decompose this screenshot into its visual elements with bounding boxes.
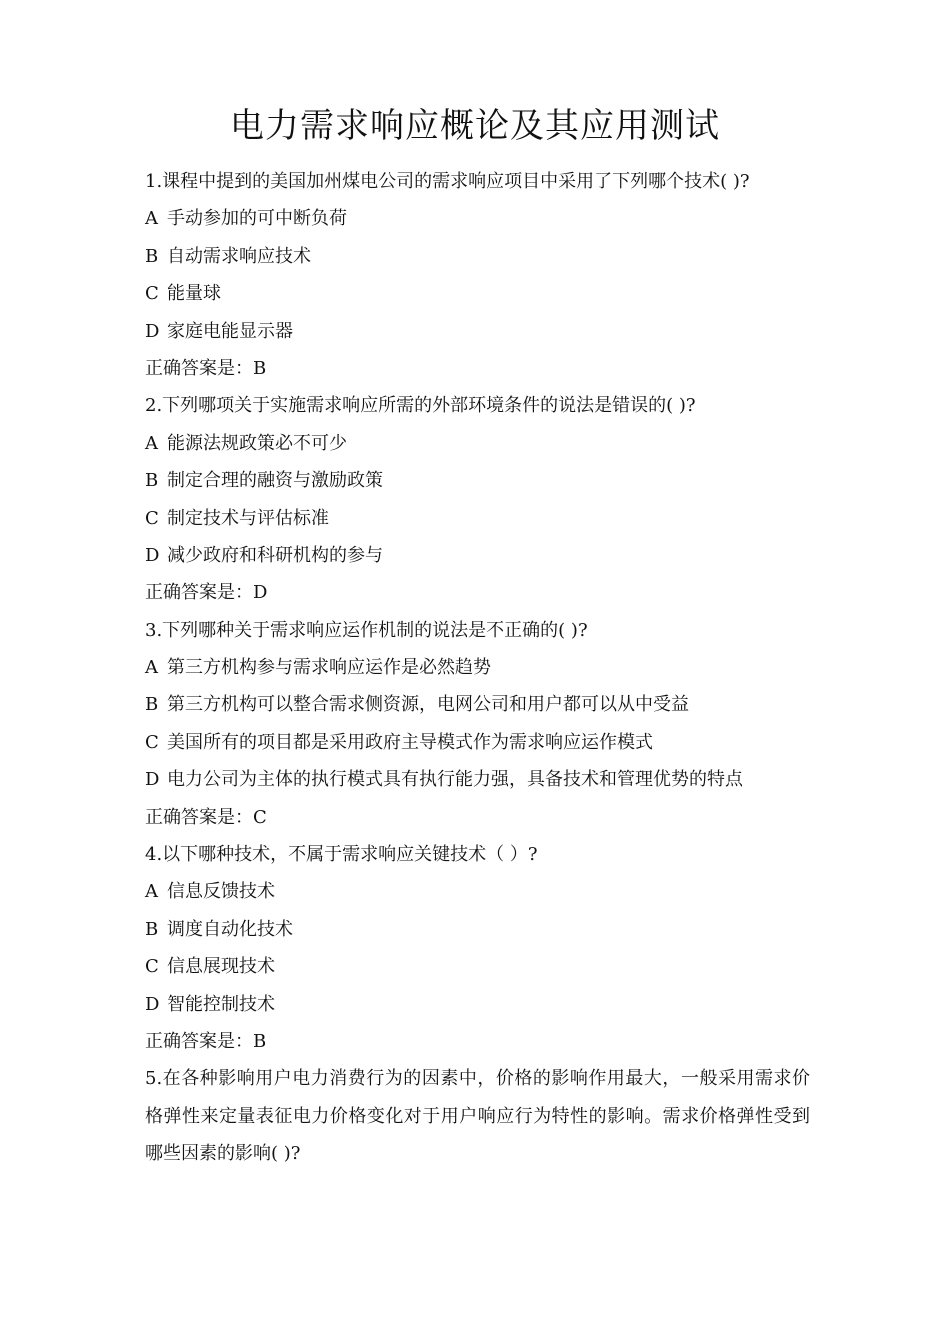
option-text: 减少政府和科研机构的参与 <box>167 544 383 566</box>
option-c <box>145 500 810 537</box>
option-text: 制定技术与评估标准 <box>167 507 329 529</box>
option-a <box>145 425 810 462</box>
option-letter: B <box>145 245 159 267</box>
option-letter: C <box>145 731 159 753</box>
question-3 <box>145 612 810 836</box>
option-letter: D <box>145 544 160 566</box>
option-text: 家庭电能显示器 <box>167 320 293 342</box>
question-list <box>145 163 810 1173</box>
option-letter: A <box>145 208 158 230</box>
option-text: 能量球 <box>167 283 221 305</box>
option-d <box>145 986 810 1023</box>
option-b <box>145 686 810 723</box>
option-text: 第三方机构可以整合需求侧资源，电网公司和用户都可以从中受益 <box>167 694 689 716</box>
option-letter: B <box>145 918 159 940</box>
option-letter: C <box>145 956 159 978</box>
question-stem: 5.在各种影响用户电力消费行为的因素中，价格的影响作用最大，一般采用需求价格弹性来定量表征电力价格变化对于用户响应行为特性的影响。需求价格弹性受到哪些因素的影响( )? <box>145 1068 810 1165</box>
option-letter: B <box>145 694 159 716</box>
option-text: 第三方机构参与需求响应运作是必然趋势 <box>167 657 491 679</box>
option-text: 智能控制技术 <box>167 993 275 1015</box>
option-letter: D <box>145 993 160 1015</box>
correct-answer: 正确答案是：B <box>145 1031 267 1052</box>
option-text: 能源法规政策必不可少 <box>167 432 347 454</box>
option-letter: C <box>145 283 159 305</box>
correct-answer: 正确答案是：B <box>145 357 267 379</box>
option-text: 自动需求响应技术 <box>167 245 311 267</box>
question-stem: 1.课程中提到的美国加州煤电公司的需求响应项目中采用了下列哪个技术( )? <box>145 171 750 192</box>
option-c <box>145 948 810 985</box>
option-letter: D <box>145 769 160 791</box>
option-text: 美国所有的项目都是采用政府主导模式作为需求响应运作模式 <box>167 731 653 753</box>
option-d <box>145 537 810 574</box>
question-stem: 2.下列哪项关于实施需求响应所需的外部环境条件的说法是错误的( )? <box>145 395 696 417</box>
question-4 <box>145 836 810 1060</box>
question-2 <box>145 387 810 611</box>
option-b <box>145 911 810 948</box>
correct-answer: 正确答案是：D <box>145 582 268 604</box>
option-text: 信息展现技术 <box>167 956 275 978</box>
option-text: 手动参加的可中断负荷 <box>167 208 347 230</box>
option-text: 电力公司为主体的执行模式具有执行能力强，具备技术和管理优势的特点 <box>167 769 743 791</box>
option-a <box>145 200 810 237</box>
option-a <box>145 873 810 910</box>
option-c <box>145 275 810 312</box>
option-text: 信息反馈技术 <box>167 881 275 903</box>
question-1 <box>145 163 810 387</box>
option-a <box>145 649 810 686</box>
option-d <box>145 761 810 798</box>
question-stem: 4.以下哪种技术，不属于需求响应关键技术（ ）? <box>145 844 538 866</box>
option-b <box>145 238 810 275</box>
option-letter: A <box>145 657 158 679</box>
option-c <box>145 724 810 761</box>
option-letter: C <box>145 507 159 529</box>
question-stem: 3.下列哪种关于需求响应运作机制的说法是不正确的( )? <box>145 619 588 641</box>
option-d <box>145 313 810 350</box>
option-b <box>145 462 810 499</box>
correct-answer: 正确答案是：C <box>145 806 267 828</box>
document-title: 电力需求响应概论及其应用测试 <box>230 106 720 146</box>
option-text: 调度自动化技术 <box>167 918 293 940</box>
question-5 <box>145 1060 810 1172</box>
option-text: 制定合理的融资与激励政策 <box>167 470 383 492</box>
option-letter: B <box>145 470 159 492</box>
option-letter: A <box>145 881 158 903</box>
option-letter: D <box>145 320 160 342</box>
option-letter: A <box>145 432 158 454</box>
